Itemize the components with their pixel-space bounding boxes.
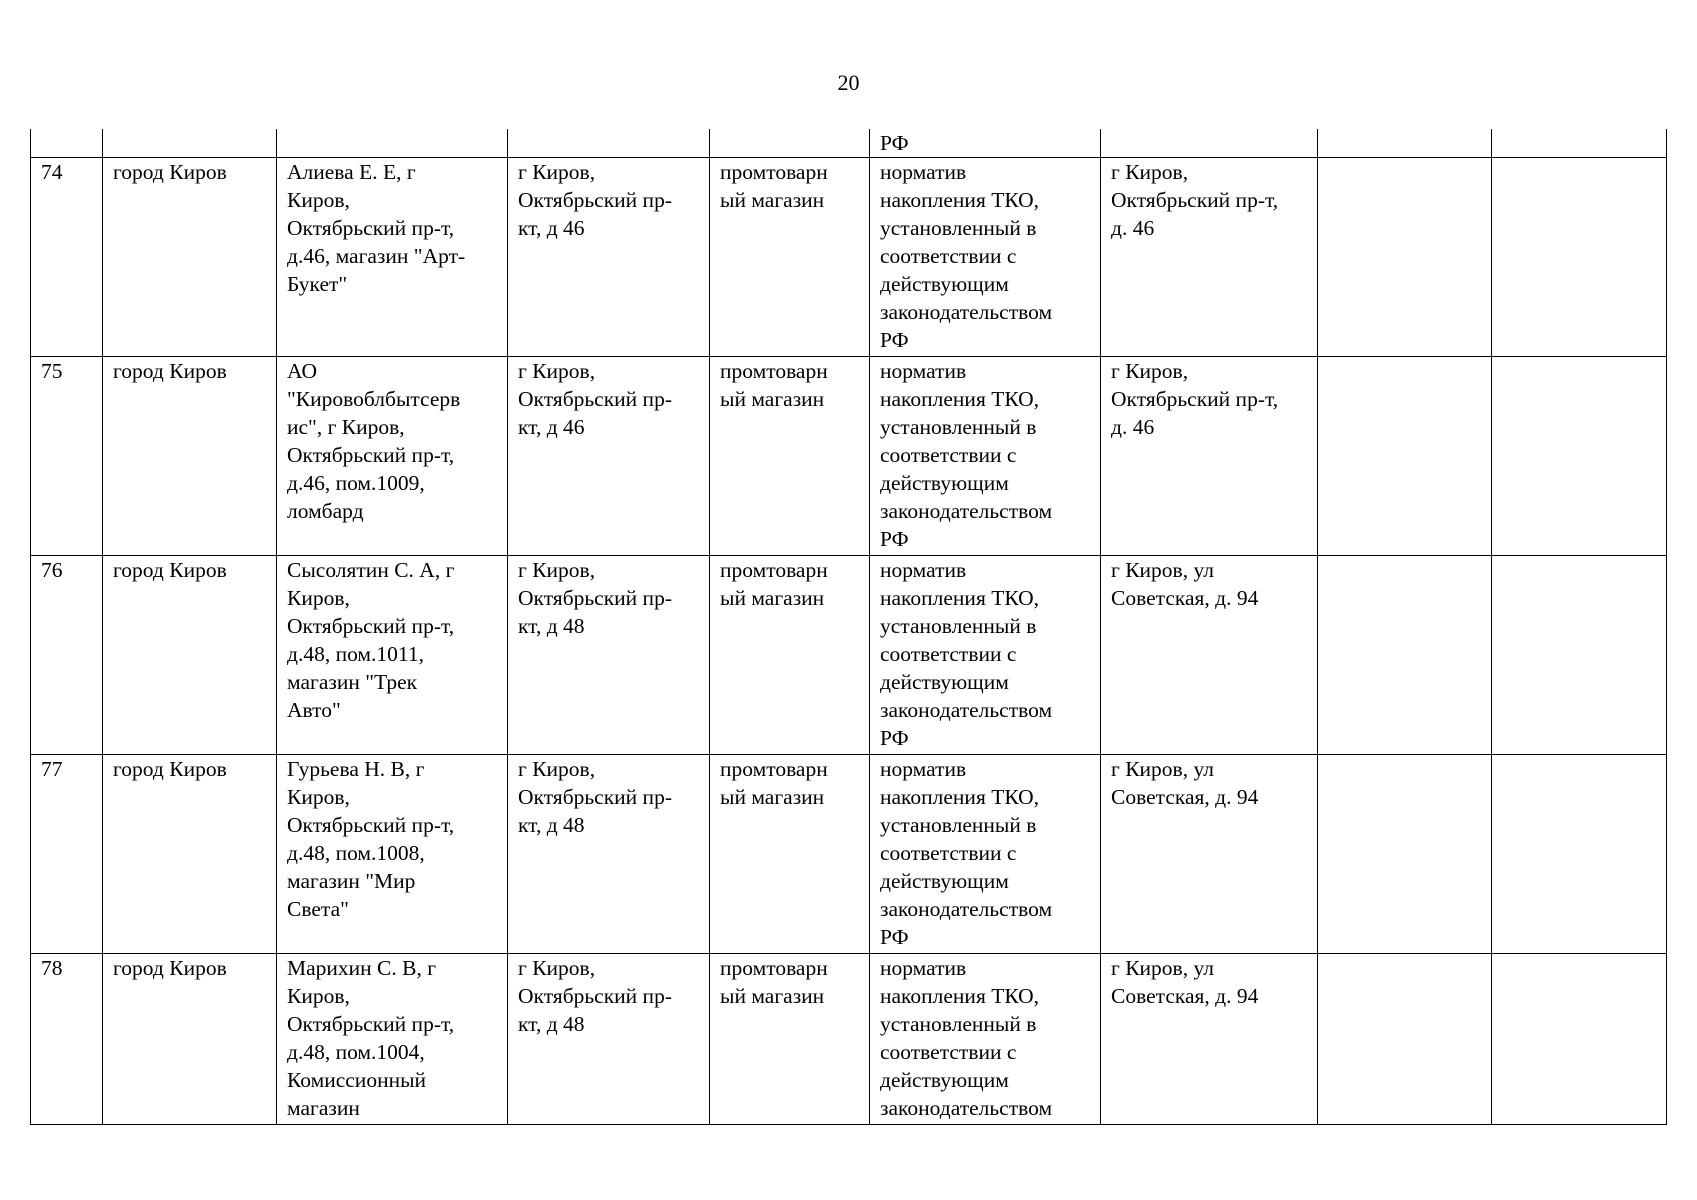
cell-container-site <box>1101 755 1318 954</box>
source-line: д.48, пом.1008, <box>287 841 425 865</box>
location-line: Октябрьский пр- <box>518 586 672 610</box>
cell-source <box>277 954 508 1125</box>
object-type-line: ый магазин <box>720 586 825 610</box>
norm-line: действующим <box>880 869 1009 893</box>
source-line: магазин <box>287 1096 360 1120</box>
cell-empty-8 <box>1318 755 1492 954</box>
norm-line: соответствии с <box>880 443 1017 467</box>
location-line: кт, д 46 <box>518 415 585 439</box>
location-line: кт, д 46 <box>518 216 585 240</box>
norm-line: РФ <box>880 527 909 551</box>
source-line: Октябрьский пр-т, <box>287 614 455 638</box>
container-site-line: Октябрьский пр-т, <box>1111 188 1279 212</box>
norm-line: РФ <box>880 328 909 352</box>
norm-line: накопления ТКО, <box>880 188 1040 212</box>
cell-number: 74 <box>31 158 103 357</box>
cell-container-site <box>1101 954 1318 1125</box>
norm-line: законодательством <box>880 300 1053 324</box>
source-line: д.48, пом.1011, <box>287 642 424 666</box>
object-type-line: ый магазин <box>720 785 825 809</box>
norm-line: законодательством <box>880 1096 1053 1120</box>
norm-line: РФ <box>880 925 909 949</box>
cell-container-site <box>1101 556 1318 755</box>
cell-empty-9 <box>1492 129 1667 158</box>
cell-norm <box>870 556 1101 755</box>
cell-empty-8 <box>1318 556 1492 755</box>
container-site-line: Советская, д. 94 <box>1111 785 1259 809</box>
table-row <box>31 755 1667 954</box>
location-line: Октябрьский пр- <box>518 984 672 1008</box>
table-row <box>31 357 1667 556</box>
cell-container-site <box>1101 158 1318 357</box>
cell-object-type <box>710 158 870 357</box>
norm-line: норматив <box>880 558 967 582</box>
source-line: Комиссионный <box>287 1068 427 1092</box>
source-line: д.46, пом.1009, <box>287 471 425 495</box>
source-line: Киров, <box>287 188 350 212</box>
container-site-line: Советская, д. 94 <box>1111 984 1259 1008</box>
cell-empty-9 <box>1492 954 1667 1125</box>
container-site-line: г Киров, ул <box>1111 558 1214 582</box>
norm-line: норматив <box>880 160 967 184</box>
cell-empty-8 <box>1318 129 1492 158</box>
cell-location <box>508 357 710 556</box>
source-line: магазин "Мир <box>287 869 416 893</box>
cell-object-type <box>710 129 870 158</box>
cell-object-type <box>710 357 870 556</box>
object-type-line: ый магазин <box>720 188 825 212</box>
norm-line: соответствии с <box>880 841 1017 865</box>
cell-number: 78 <box>31 954 103 1125</box>
source-line: Сысолятин С. А, г <box>287 558 455 582</box>
source-line: д.48, пом.1004, <box>287 1040 425 1064</box>
container-site-line: Советская, д. 94 <box>1111 586 1259 610</box>
cell-location <box>508 755 710 954</box>
cell-settlement: город Киров <box>103 357 277 556</box>
object-type-line: промтоварн <box>720 956 828 980</box>
container-site-line: д. 46 <box>1111 415 1155 439</box>
cell-number: 75 <box>31 357 103 556</box>
norm-line: РФ <box>880 131 909 155</box>
source-line: Киров, <box>287 586 350 610</box>
source-line: Октябрьский пр-т, <box>287 813 455 837</box>
table-row <box>31 158 1667 357</box>
cell-empty-9 <box>1492 755 1667 954</box>
cell-object-type <box>710 556 870 755</box>
norm-line: накопления ТКО, <box>880 785 1040 809</box>
cell-empty-8 <box>1318 158 1492 357</box>
source-line: д.46, магазин "Арт- <box>287 244 466 268</box>
container-site-line: г Киров, ул <box>1111 956 1214 980</box>
norm-line: законодательством <box>880 698 1053 722</box>
waste-sources-table <box>30 129 1667 1125</box>
cell-norm <box>870 755 1101 954</box>
cell-norm <box>870 158 1101 357</box>
source-line: Киров, <box>287 984 350 1008</box>
cell-empty-8 <box>1318 357 1492 556</box>
norm-line: законодательством <box>880 897 1053 921</box>
cell-number: 76 <box>31 556 103 755</box>
norm-line: установленный в <box>880 813 1037 837</box>
norm-line: РФ <box>880 726 909 750</box>
cell-source <box>277 755 508 954</box>
source-line: ломбард <box>287 499 364 523</box>
cell-number: 77 <box>31 755 103 954</box>
location-line: кт, д 48 <box>518 1012 585 1036</box>
source-line: Алиева Е. Е, г <box>287 160 416 184</box>
location-line: кт, д 48 <box>518 614 585 638</box>
page-number: 20 <box>837 70 860 95</box>
norm-line: установленный в <box>880 415 1037 439</box>
source-line: магазин "Трек <box>287 670 418 694</box>
container-site-line: д. 46 <box>1111 216 1155 240</box>
object-type-line: ый магазин <box>720 984 825 1008</box>
cell-location <box>508 158 710 357</box>
object-type-line: ый магазин <box>720 387 825 411</box>
source-line: Букет" <box>287 272 348 296</box>
cell-settlement: город Киров <box>103 954 277 1125</box>
location-line: г Киров, <box>518 359 596 383</box>
source-line: Октябрьский пр-т, <box>287 216 455 240</box>
location-line: Октябрьский пр- <box>518 188 672 212</box>
object-type-line: промтоварн <box>720 359 828 383</box>
source-line: Октябрьский пр-т, <box>287 443 455 467</box>
cell-object-type <box>710 755 870 954</box>
location-line: г Киров, <box>518 757 596 781</box>
source-line: Марихин С. В, г <box>287 956 437 980</box>
cell-container-site <box>1101 129 1318 158</box>
norm-line: накопления ТКО, <box>880 586 1040 610</box>
norm-line: действующим <box>880 272 1009 296</box>
norm-line: установленный в <box>880 614 1037 638</box>
cell-norm <box>870 954 1101 1125</box>
norm-line: соответствии с <box>880 642 1017 666</box>
container-site-line: г Киров, <box>1111 359 1189 383</box>
source-line: Света" <box>287 897 349 921</box>
norm-line: действующим <box>880 471 1009 495</box>
cell-settlement <box>103 129 277 158</box>
norm-line: действующим <box>880 670 1009 694</box>
cell-container-site <box>1101 357 1318 556</box>
container-site-line: Октябрьский пр-т, <box>1111 387 1279 411</box>
source-line: Киров, <box>287 785 350 809</box>
cell-number <box>31 129 103 158</box>
cell-empty-9 <box>1492 357 1667 556</box>
cell-empty-9 <box>1492 158 1667 357</box>
norm-line: норматив <box>880 359 967 383</box>
cell-source <box>277 158 508 357</box>
source-line: АО <box>287 359 317 383</box>
norm-line: норматив <box>880 956 967 980</box>
cell-source <box>277 357 508 556</box>
norm-line: соответствии с <box>880 1040 1017 1064</box>
norm-line: установленный в <box>880 1012 1037 1036</box>
source-line: Авто" <box>287 698 341 722</box>
table-row <box>31 556 1667 755</box>
cell-location <box>508 129 710 158</box>
cell-location <box>508 954 710 1125</box>
norm-line: действующим <box>880 1068 1009 1092</box>
cell-empty-9 <box>1492 556 1667 755</box>
cell-settlement: город Киров <box>103 556 277 755</box>
cell-settlement: город Киров <box>103 158 277 357</box>
location-line: г Киров, <box>518 956 596 980</box>
container-site-line: г Киров, <box>1111 160 1189 184</box>
location-line: Октябрьский пр- <box>518 387 672 411</box>
cell-settlement: город Киров <box>103 755 277 954</box>
object-type-line: промтоварн <box>720 558 828 582</box>
norm-line: накопления ТКО, <box>880 984 1040 1008</box>
cell-source <box>277 556 508 755</box>
source-line: Октябрьский пр-т, <box>287 1012 455 1036</box>
norm-line: накопления ТКО, <box>880 387 1040 411</box>
norm-line: соответствии с <box>880 244 1017 268</box>
cell-norm <box>870 129 1101 158</box>
location-line: Октябрьский пр- <box>518 785 672 809</box>
location-line: кт, д 48 <box>518 813 585 837</box>
cell-source <box>277 129 508 158</box>
cell-norm <box>870 357 1101 556</box>
source-line: "Кировоблбытсерв <box>287 387 461 411</box>
source-line: ис", г Киров, <box>287 415 405 439</box>
norm-line: законодательством <box>880 499 1053 523</box>
object-type-line: промтоварн <box>720 160 828 184</box>
norm-line: установленный в <box>880 216 1037 240</box>
object-type-line: промтоварн <box>720 757 828 781</box>
cell-empty-8 <box>1318 954 1492 1125</box>
cell-object-type <box>710 954 870 1125</box>
continuation-row <box>31 129 1667 158</box>
table-row <box>31 954 1667 1125</box>
location-line: г Киров, <box>518 160 596 184</box>
location-line: г Киров, <box>518 558 596 582</box>
container-site-line: г Киров, ул <box>1111 757 1214 781</box>
cell-location <box>508 556 710 755</box>
norm-line: норматив <box>880 757 967 781</box>
source-line: Гурьева Н. В, г <box>287 757 425 781</box>
